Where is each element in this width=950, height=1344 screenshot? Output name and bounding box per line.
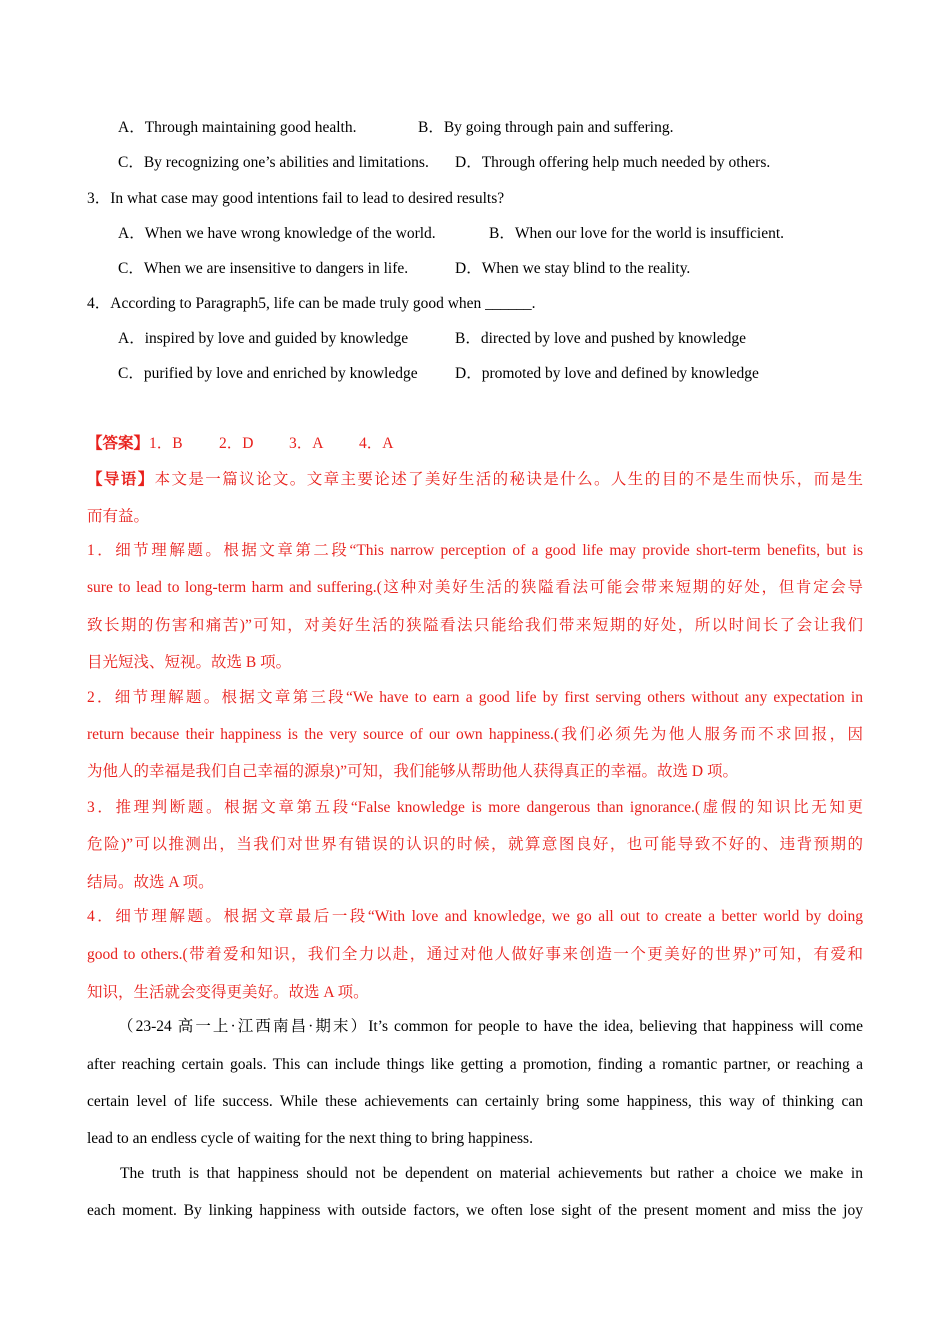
explanation-2-line-3: 为他人的幸福是我们自己幸福的源泉)”可知，我们能够从帮助他人获得真正的幸福。故选 D 项。 <box>87 763 738 780</box>
q3-option-b: B．When our love for the world is insufficient. <box>489 225 785 242</box>
explanation-1-line-1: 1．细节理解题。根据文章第二段“This narrow perception of a good life may provide short-term benefits, but is <box>87 542 863 559</box>
answer-item-2: 2．D <box>219 435 254 452</box>
explanation-4-line-3: 知识，生活就会变得更美好。故选 A 项。 <box>87 984 369 1001</box>
q3-option-a: A．When we have wrong knowledge of the world. <box>118 225 436 242</box>
explanation-2-line-1: 2．细节理解题。根据文章第三段“We have to earn a good life by first serving others without any expectation in <box>87 689 863 706</box>
guide-label: 【导语】 <box>87 471 155 488</box>
answer-key <box>87 434 393 454</box>
q2-option-a: A．Through maintaining good health. <box>118 119 357 136</box>
q4-stem: 4．According to Paragraph5, life can be made truly good when ______. <box>87 295 536 312</box>
guide-line-2: 而有益。 <box>87 508 150 525</box>
explanation-4-line-1: 4．细节理解题。根据文章最后一段“With love and knowledge, we go all out to create a better world by doing <box>87 908 863 925</box>
q3-option-d: D．When we stay blind to the reality. <box>455 260 691 277</box>
passage-p2-line-1: The truth is that happiness should not be dependent on material achievements but rather a choice we make in <box>120 1165 863 1182</box>
passage-p1-line-1: （23-24 高一上·江西南昌·期末）It’s common for people to have the idea, believing that happiness will come <box>118 1018 863 1035</box>
q4-option-a: A．inspired by love and guided by knowledge <box>118 330 409 347</box>
q3-option-c: C．When we are insensitive to dangers in life. <box>118 260 409 277</box>
explanation-1-line-4: 目光短浅、短视。故选 B 项。 <box>87 654 292 671</box>
guide-line-1: 【导语】本文是一篇议论文。文章主要论述了美好生活的秘诀是什么。人生的目的不是生而快乐，而是生 <box>87 471 863 488</box>
q4-option-d: D．promoted by love and defined by knowledge <box>455 365 759 382</box>
q4-option-b: B．directed by love and pushed by knowledge <box>455 330 746 347</box>
explanation-1-line-2: sure to lead to long-term harm and suffering.(这种对美好生活的狭隘看法可能会带来短期的好处，但肯定会导 <box>87 579 863 596</box>
q2-option-c: C．By recognizing one’s abilities and limitations. <box>118 154 429 171</box>
explanation-2-line-2: return because their happiness is the very source of our own happiness.(我们必须先为他人服务而不求回报，因 <box>87 726 863 743</box>
answer-item-4: 4．A <box>359 435 394 452</box>
explanation-4-line-2: good to others.(带着爱和知识，我们全力以赴，通过对他人做好事来创造一个更美好的世界)”可知，有爱和 <box>87 946 863 963</box>
answer-item-1: 1．B <box>149 435 183 452</box>
answer-label: 【答案】 <box>87 435 150 452</box>
passage-p1-line-3: certain level of life success. While these achievements can certainly bring some happiness, this way of thinking can <box>87 1093 863 1110</box>
answer-item-3: 3．A <box>289 435 324 452</box>
passage-p1-line-2: after reaching certain goals. This can include things like getting a promotion, finding a romantic partner, or reaching a <box>87 1056 863 1073</box>
passage-p2-line-2: each moment. By linking happiness with outside factors, we often lose sight of the present moment and miss the joy <box>87 1202 863 1219</box>
explanation-3-line-3: 结局。故选 A 项。 <box>87 874 214 891</box>
explanation-1-line-3: 致长期的伤害和痛苦)”可知，对美好生活的狭隘看法只能给我们带来短期的好处，所以时间长了会让我们 <box>87 617 863 634</box>
q4-option-c: C．purified by love and enriched by knowledge <box>118 365 418 382</box>
q2-option-d: D．Through offering help much needed by others. <box>455 154 771 171</box>
q2-option-b: B．By going through pain and suffering. <box>418 119 674 136</box>
explanation-3-line-2: 危险)”可以推测出，当我们对世界有错误的认识的时候，就算意图良好，也可能导致不好的、违背预期的 <box>87 836 863 853</box>
q3-stem: 3．In what case may good intentions fail to lead to desired results? <box>87 190 505 207</box>
passage-p1-line-4: lead to an endless cycle of waiting for the next thing to bring happiness. <box>87 1130 533 1147</box>
explanation-3-line-1: 3．推理判断题。根据文章第五段“False knowledge is more dangerous than ignorance.(虚假的知识比无知更 <box>87 799 863 816</box>
